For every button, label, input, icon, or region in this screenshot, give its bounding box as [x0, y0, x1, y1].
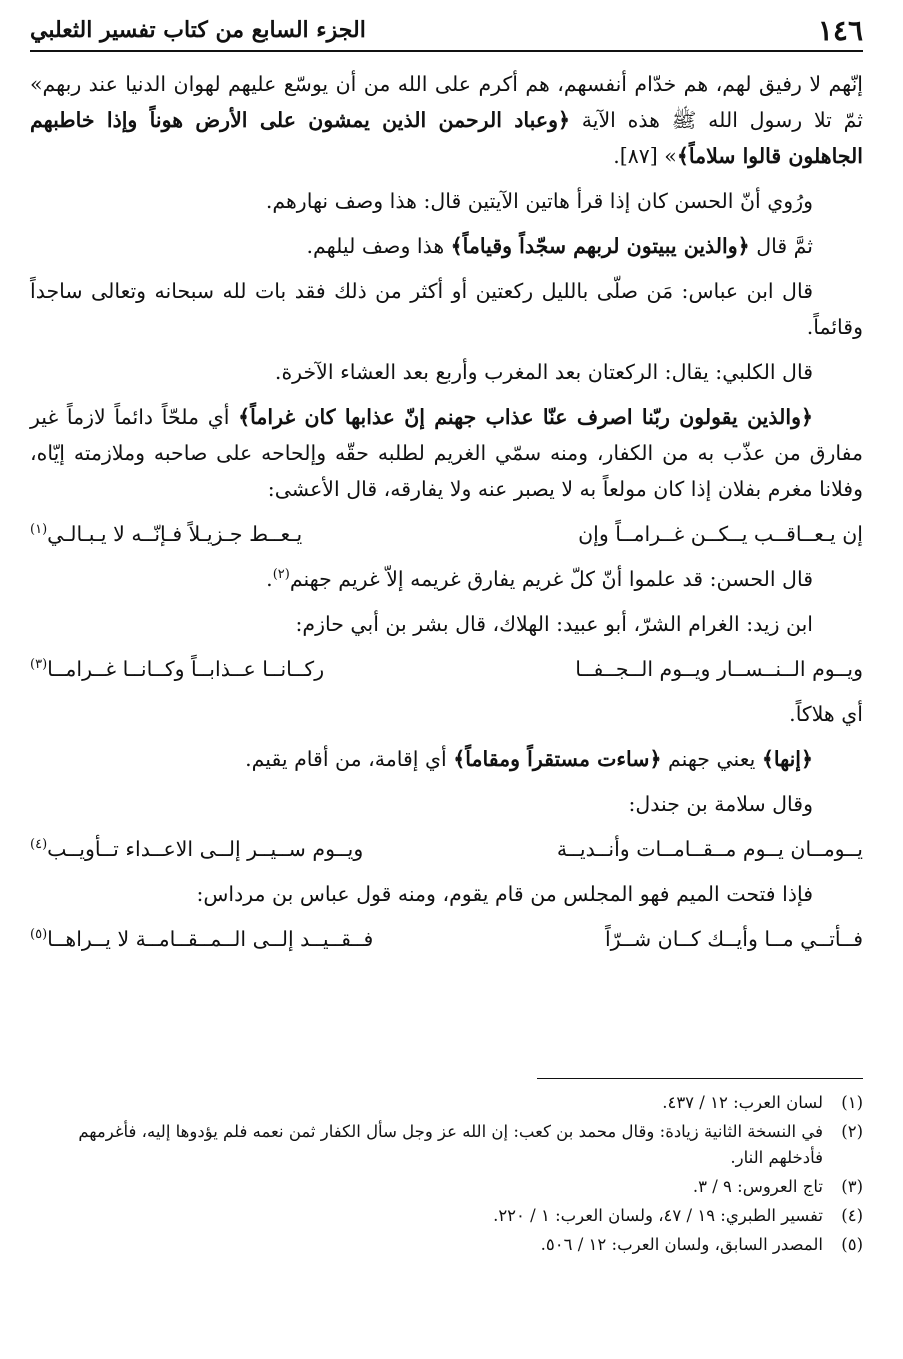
poetry-verse [30, 516, 863, 552]
text-run: أي ملحّاً دائماً لازماً غير مفارق من عذّب به من الكفار، ومنه سمّي الغريم لطلبه حقّه وإلحاحه على صاحبه وملازمته إيّاه، وفلانا مغرم بفلان إذا كان مولعاً به لا يصبر عنه ولا يفارقه، قال الأعشى: [30, 405, 863, 501]
verse-right-hemistich: ويــوم الــنــســار ويــوم الــجــفــا [575, 657, 863, 681]
verse-left-hemistich [30, 516, 302, 552]
footnote-number: (٣) [841, 1177, 863, 1196]
footnote-ref: (٢) [272, 567, 290, 583]
poetry-verse [30, 831, 863, 867]
footnote-number: (٥) [841, 1235, 863, 1254]
paragraph: قال الكلبي: يقال: الركعتان بعد المغرب وأربع بعد العشاء الآخرة. [274, 360, 813, 384]
quran-quote: ﴿إنها﴾ [761, 747, 813, 771]
paragraph [30, 561, 863, 597]
main-text [30, 66, 863, 966]
text-run: ثمَّ قال [756, 234, 813, 258]
paragraph: أي هلاكاً. [789, 702, 863, 726]
footnote-text: لسان العرب: ١٢ / ٤٣٧. [662, 1093, 823, 1112]
footnotes [30, 1090, 863, 1261]
footnote-ref: (٤) [30, 837, 48, 853]
footnote [30, 1203, 863, 1229]
paragraph: قال ابن عباس: مَن صلّى بالليل ركعتين أو أكثر من ذلك فقد بات لله سبحانه وتعالى ساجداً وقائماً. [30, 279, 863, 339]
footnote-text: تاج العروس: ٩ / ٣. [692, 1177, 823, 1196]
quran-quote: ﴿والذين يبيتون لربهم سجّداً وقياماً﴾ [450, 234, 750, 258]
footnote-ref: (١) [30, 522, 48, 538]
text-run: هذا وصف ليلهم. [306, 234, 445, 258]
paragraph [30, 228, 863, 264]
paragraph: فإذا فتحت الميم فهو المجلس من قام يقوم، ومنه قول عباس بن مرداس: [196, 882, 813, 906]
footnote-separator [537, 1078, 863, 1079]
footnote-text: تفسير الطبري: ١٩ / ٤٧، ولسان العرب: ١ / ٢٢٠. [493, 1206, 823, 1225]
verse-right-hemistich: فــأتــي مــا وأيــك كــان شــرّاً [604, 927, 863, 951]
footnote [30, 1119, 863, 1171]
text-run: يـعــط جـزيـلاً فـإنّــه لا يـبـالـي [47, 522, 303, 546]
text-run: أي إقامة، من أقام يقيم. [245, 747, 447, 771]
paragraph: ابن زيد: الغرام الشرّ، أبو عبيد: الهلاك، قال بشر بن أبي حازم: [295, 612, 813, 636]
quran-quote: ﴿ساءت مستقراً ومقاماً﴾ [453, 747, 662, 771]
poetry-verse [30, 651, 863, 687]
page-number: ١٤٦ [817, 13, 863, 47]
text-run: قال الحسن: قد علموا أنّ كلّ غريم يفارق غريمه إلاّ غريم جهنم [289, 567, 813, 591]
footnote-number: (٢) [841, 1122, 863, 1141]
footnote [30, 1174, 863, 1200]
poetry-verse [30, 921, 863, 957]
footnote-ref: (٣) [30, 657, 48, 673]
paragraph [30, 399, 863, 507]
footnote-text: في النسخة الثانية زيادة: وقال محمد بن كعب: إن الله عز وجل سأل الكفار ثمن نعمه فلم يؤدوها إليه، فأغرمهم فأدخلهم النار. [78, 1122, 823, 1167]
text-run: ويــوم ســيــر إلــى الاعــداء تــأويــب [47, 837, 364, 861]
paragraph: وقال سلامة بن جندل: [628, 792, 813, 816]
footnote-ref: (٥) [30, 927, 48, 943]
footnote-number: (٤) [841, 1206, 863, 1225]
text-run: فــقــيــد إلــى الــمــقــامــة لا يــراهــا [47, 927, 374, 951]
text-run: . [266, 567, 273, 591]
header-rule [30, 50, 863, 52]
footnote-number: (١) [841, 1093, 863, 1112]
verse-left-hemistich [30, 651, 324, 687]
running-title: الجزء السابع من كتاب تفسير الثعلبي [30, 17, 366, 43]
footnote-text: المصدر السابق، ولسان العرب: ١٢ / ٥٠٦. [540, 1235, 823, 1254]
verse-left-hemistich [30, 831, 363, 867]
page-header [30, 14, 863, 46]
verse-right-hemistich: يــومــان يــوم مــقــامــات وأنــديــة [556, 837, 863, 861]
verse-right-hemistich: إن يـعــاقــب يــكــن غــرامــاً وإن [578, 522, 863, 546]
paragraph: ورُوي أنّ الحسن كان إذا قرأ هاتين الآيتين قال: هذا وصف نهارهم. [265, 189, 813, 213]
paragraph [30, 66, 863, 174]
paragraph [30, 741, 863, 777]
verse-left-hemistich [30, 921, 373, 957]
text-run: ركــانــا عــذابــاً وكــانــا غــرامــا [47, 657, 325, 681]
footnote [30, 1090, 863, 1116]
text-run: يعني جهنم [668, 747, 756, 771]
text-run: إنّهم لا رفيق لهم، هم خدّام أنفسهم، هم أكرم على الله من أن يوسّع عليهم لهوان الدنيا عند ربهم» ثمّ تلا رسول الله ﷺ هذه الآية [30, 72, 863, 132]
quran-quote: ﴿وعباد الرحمن الذين يمشون على الأرض هوناً وإذا خاطبهم الجاهلون قالوا سلاماً﴾ [30, 108, 863, 168]
text-run: » [٨٧]. [613, 144, 677, 168]
footnote [30, 1232, 863, 1258]
quran-quote: ﴿والذين يقولون ربّنا اصرف عنّا عذاب جهنم إنّ عذابها كان غراماً﴾ [238, 405, 813, 429]
